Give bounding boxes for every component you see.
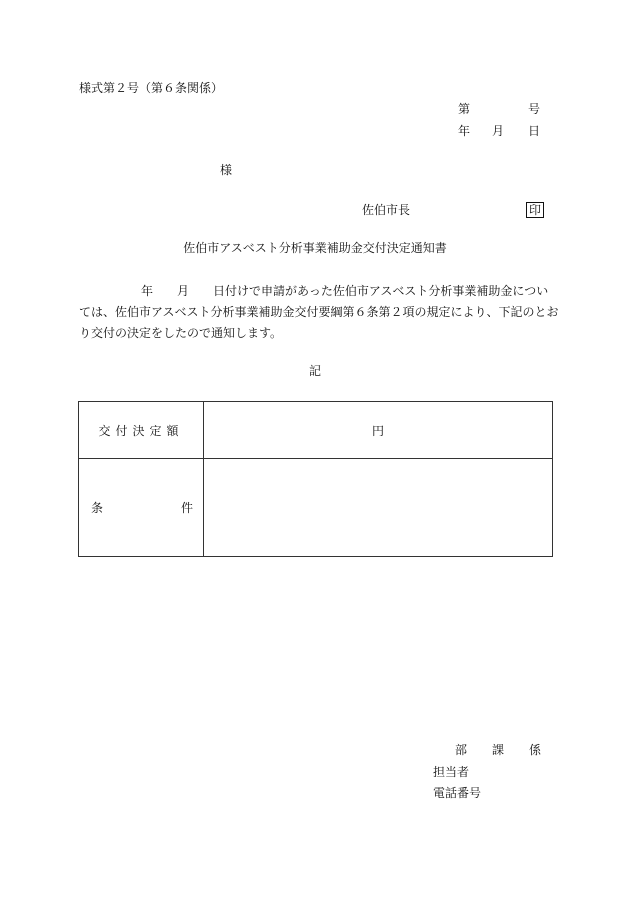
addressee-suffix: 様 [220,163,233,177]
body-line-2: ては、佐伯市アスベスト分析事業補助金交付要綱第６条第２項の規定により、下記のとお [79,305,559,319]
form-number: 様式第２号（第６条関係） [79,81,224,95]
contact-person: 担当者 [433,765,470,779]
conditions-label [79,459,204,557]
seal-mark: 印 [526,202,544,218]
issuer-title: 佐伯市長 [362,203,411,217]
contact-department: 部 [455,743,468,757]
body-paragraph [79,281,559,344]
grant-amount-value: 円 [204,402,553,459]
grant-table [78,401,553,557]
grant-amount-label: 交付決定額 [79,402,204,459]
document-title: 佐伯市アスベスト分析事業補助金交付決定通知書 [183,241,447,255]
grant-amount-row [79,402,553,459]
date-month: 月 [492,124,505,138]
doc-number-go: 号 [528,102,541,116]
ki-heading: 記 [308,364,321,378]
conditions-row [79,459,553,557]
date-day: 日 [528,124,541,138]
conditions-label-left: 条 [91,501,104,515]
contact-phone: 電話番号 [433,786,482,800]
contact-section: 課 [492,743,505,757]
contact-unit: 係 [529,743,542,757]
conditions-value [204,459,553,557]
body-line-1: 年 月 日付けで申請があった佐伯市アスベスト分析事業補助金につい [141,284,549,298]
date-year: 年 [458,124,471,138]
doc-number-dai: 第 [458,102,471,116]
body-line-3: り交付の決定をしたので通知します。 [79,326,283,340]
conditions-label-right: 件 [180,501,193,515]
